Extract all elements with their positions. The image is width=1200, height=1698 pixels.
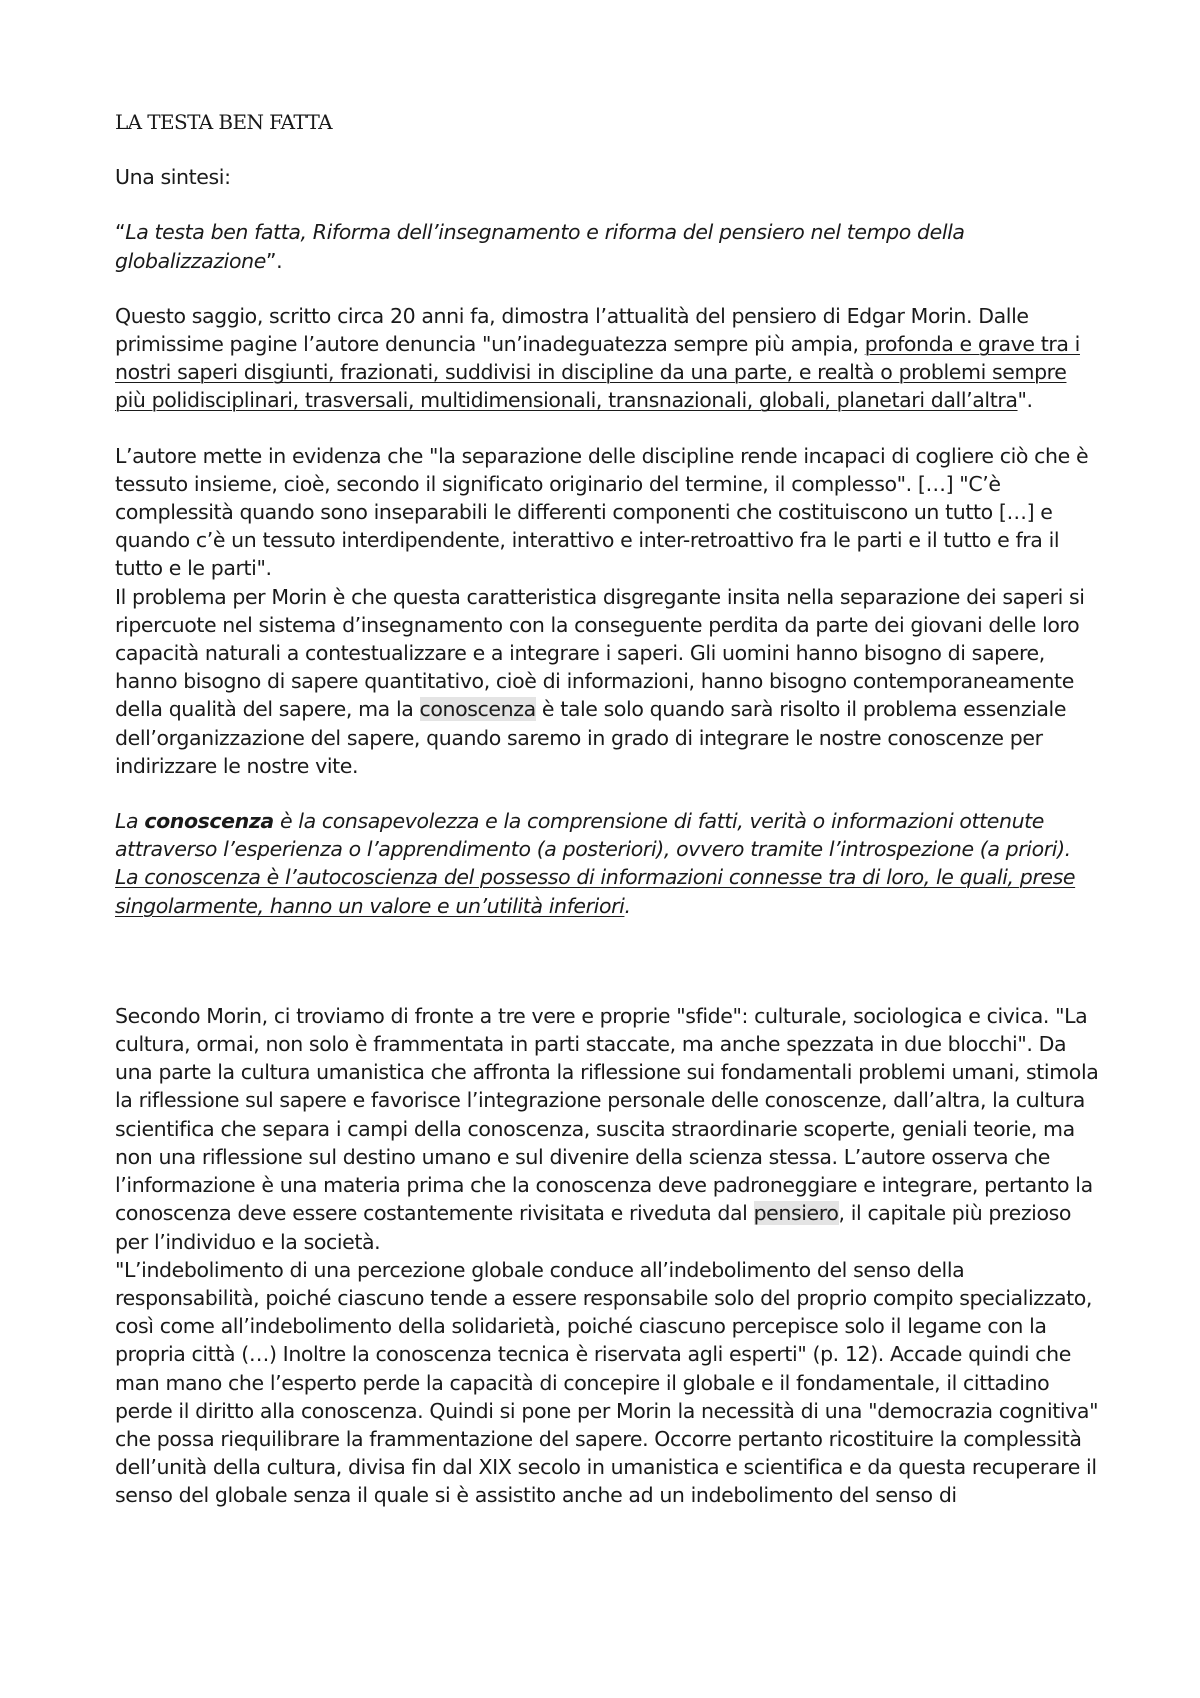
- definition-text: è la consapevolezza e la comprensione di fatti, verità o informazioni ottenute attraverso l’esperienza o l’apprendimento (a posteriori), ovvero tramite l’introspezione (a priori).: [115, 809, 1071, 862]
- quote-open: “: [115, 220, 126, 245]
- paragraph-challenges: [115, 1002, 1100, 1256]
- document-title: LA TESTA BEN FATTA: [115, 110, 333, 134]
- document-page: [115, 108, 1100, 1510]
- definition-end: .: [624, 893, 631, 918]
- paragraph-intro: [115, 302, 1100, 415]
- definition-bold-term: conoscenza: [144, 809, 274, 834]
- paragraph-book-title: [115, 218, 1100, 274]
- paragraph-definition: [115, 807, 1100, 920]
- challenges-text-before: Secondo Morin, ci troviamo di fronte a tre vere e proprie "sfide": culturale, sociologica e civica. "La cultura, ormai, non solo è frammentata in parti staccate, ma anche spezzata in due blocchi". Da una parte la cultura umanistica che affronta la riflessione sui fondamentali problemi umani, stimola la riflessione sul sapere e favorisce l’integrazione personale delle conoscenze, dall’altra, la cultura scientifica che separa i campi della conoscenza, suscita straordinarie scoperte, geniali teorie, ma non una riflessione sul destino umano e sul divenire della scienza stessa. L’autore osserva che l’informazione è una materia prima che la conoscenza deve padroneggiare e integrare, pertanto la conoscenza deve essere costantemente rivisitata e riveduta dal: [115, 1003, 1099, 1226]
- paragraph-complexity: [115, 442, 1100, 780]
- quote-close: ”.: [265, 248, 283, 273]
- intro-end: ".: [1017, 388, 1033, 413]
- complexity-text-before: L’autore mette in evidenza che "la separazione delle discipline rende incapaci di cogliere ciò che è tessuto insieme, cioè, secondo il significato originario del termine, il complesso". […] "C’è complessità quando sono inseparabili le differenti componenti che costituiscono un tutto […] e quando c’è un tessuto interdipendente, interattivo e inter-retroattivo fra le parti e il tutto e fra il tutto e le parti". Il problema per Morin è che questa caratteristica disgregante insita nella separazione dei saperi si ripercuote nel sistema d’insegnamento con la conseguente perdita da parte dei giovani delle loro capacità naturali a contestualizzare e a integrare i saperi. Gli uomini hanno bisogno di sapere, hanno bisogno di sapere quantitativo, cioè di informazioni, hanno bisogno contemporaneamente della qualità del sapere, ma la: [115, 443, 1089, 722]
- highlight-conoscenza: conoscenza: [419, 697, 536, 722]
- definition-underlined: La conoscenza è l’autocoscienza del possesso di informazioni connesse tra di loro, le quali, prese singolarmente, hanno un valore e un’utilità inferiori: [115, 865, 1076, 918]
- subtitle: Una sintesi:: [115, 165, 231, 190]
- challenges-text-after: , il capitale più prezioso per l’individuo e la società.: [115, 1201, 1072, 1254]
- intro-underlined-quote: profonda e grave tra i nostri saperi disgiunti, frazionati, suddivisi in discipline da una parte, e realtà o problemi sempre più polidisciplinari, trasversali, multidimensionali, transnazionali, globali, planetari dall’altra: [115, 332, 1080, 413]
- intro-text: Questo saggio, scritto circa 20 anni fa, dimostra l’attualità del pensiero di Edgar Morin. Dalle primissime pagine l’autore denuncia "un’inadeguatezza sempre più ampia,: [115, 303, 1029, 357]
- paragraph-global-perception: "L’indebolimento di una percezione globale conduce all’indebolimento del senso della responsabilità, poiché ciascuno tende a essere responsabile solo del proprio compito specializzato, così come all’indebolimento della solidarietà, poiché ciascuno percepisce solo il legame con la propria città (…) Inoltre la conoscenza tecnica è riservata agli esperti" (p. 12). Accade quindi che man mano che l’esperto perde la capacità di concepire il globale e il fondamentale, il cittadino perde il diritto alla conoscenza. Quindi si pone per Morin la necessità di una "democrazia cognitiva" che possa riequilibrare la frammentazione del sapere. Occorre pertanto ricostituire la complessità dell’unità della cultura, divisa fin dal XIX secolo in umanistica e scientifica e da questa recuperare il senso del globale senza il quale si è assistito anche ad un indebolimento del senso di: [115, 1257, 1099, 1508]
- book-title-italic: La testa ben fatta, Riforma dell’insegnamento e riforma del pensiero nel tempo della globalizzazione: [115, 220, 965, 273]
- highlight-pensiero: pensiero: [753, 1201, 839, 1226]
- definition-la: La: [115, 809, 145, 834]
- complexity-text-after: è tale solo quando sarà risolto il problema essenziale dell’organizzazione del sapere, quando saremo in grado di integrare le nostre conoscenze per indirizzare le nostre vite.: [115, 697, 1067, 778]
